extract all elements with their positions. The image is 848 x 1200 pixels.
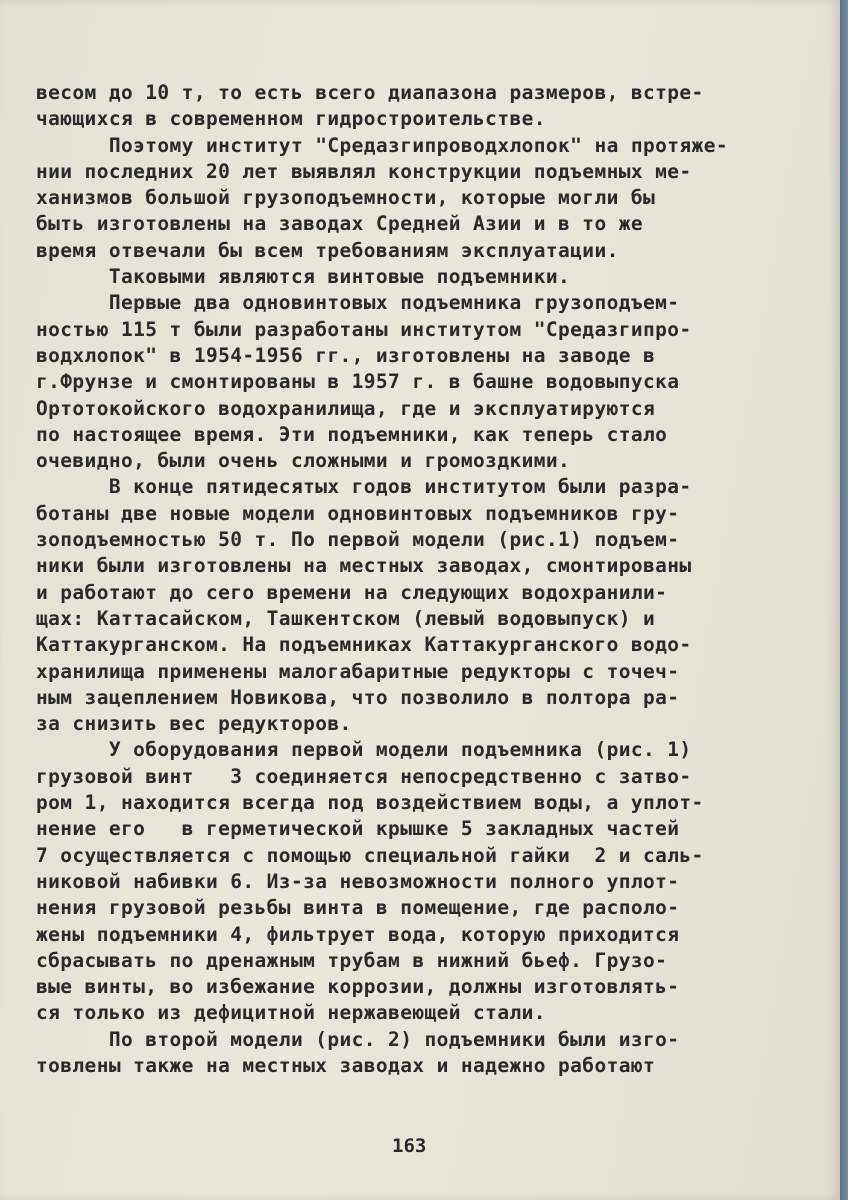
text-line: ники были изготовлены на местных заводах, смонтированы [36,554,692,578]
page-edge [840,0,848,1200]
text-line: по настоящее время. Эти подъемники, как теперь стало [36,422,668,446]
text-line: сбрасывать по дренажным трубам в нижний бьеф. Грузо- [36,948,668,972]
text-line: нии последних 20 лет выявлял конструкции подъемных ме- [36,159,692,183]
text-line: Ортотокойского водохранилища, где и эксплуатируются [36,396,656,420]
text-line: ным зацеплением Новикова, что позволило в полтора ра- [36,685,680,709]
text-line: 7 осуществляется с помощью специальной гайки 2 и саль- [36,843,704,867]
text-line: Первые два одновинтовых подъемника грузоподъем- [36,291,680,315]
text-line: товлены также на местных заводах и надежно работают [36,1053,656,1077]
text-line: Каттакурганском. На подъемниках Каттакурганского водо- [36,633,692,657]
body-text [36,80,816,1079]
text-line: чающихся в современном гидростроительстве. [36,107,546,131]
text-line: ботаны две новые модели одновинтовых подъемников гру- [36,501,680,525]
text-line: никовой набивки 6. Из-за невозможности полного уплот- [36,869,680,893]
text-line: грузовой винт 3 соединяется непосредственно с затво- [36,764,692,788]
text-line: хранилища применены малогабаритные редукторы с точеч- [36,659,680,683]
text-line: ром 1, находится всегда под воздействием воды, а уплот- [36,791,704,815]
text-line: быть изготовлены на заводах Средней Азии и в то же [36,212,643,236]
text-line: щах: Каттасайском, Ташкентском (левый водовыпуск) и [36,606,656,630]
text-line: время отвечали бы всем требованиям эксплуатации. [36,238,619,262]
text-line: очевидно, были очень сложными и громоздкими. [36,449,571,473]
text-line: г.Фрунзе и смонтированы в 1957 г. в башне водовыпуска [36,370,680,394]
text-line: Поэтому институт "Средазгипроводхлопок" на протяже- [36,133,728,157]
text-line: водхлопок" в 1954-1956 гг., изготовлены на заводе в [36,343,656,367]
text-line: за снизить вес редукторов. [36,712,352,736]
text-line: Таковыми являются винтовые подъемники. [36,265,571,289]
text-line: нения грузовой резьбы винта в помещение, где располо- [36,896,680,920]
text-line: жены подъемники 4, фильтрует вода, которую приходится [36,922,680,946]
text-line: ханизмов большой грузоподъемности, которые могли бы [36,186,656,210]
text-line: По второй модели (рис. 2) подъемники были изго- [36,1027,680,1051]
text-line: вые винты, во избежание коррозии, должны изготовлять- [36,975,680,999]
text-line: ся только из дефицитной нержавеющей стали. [36,1001,546,1025]
page-number: 163 [392,1135,427,1157]
text-line: весом до 10 т, то есть всего диапазона размеров, встре- [36,81,704,104]
text-line: и работают до сего времени на следующих водохранили- [36,580,668,604]
text-line: нение его в герметической крышке 5 закладных частей [36,817,680,841]
text-line: У оборудования первой модели подъемника (рис. 1) [36,738,692,762]
text-line: В конце пятидесятых годов институтом были разра- [36,475,692,499]
text-line: зоподъемностью 50 т. По первой модели (рис.1) подъем- [36,528,680,552]
text-line: ностью 115 т были разработаны институтом "Средазгипро- [36,317,692,341]
